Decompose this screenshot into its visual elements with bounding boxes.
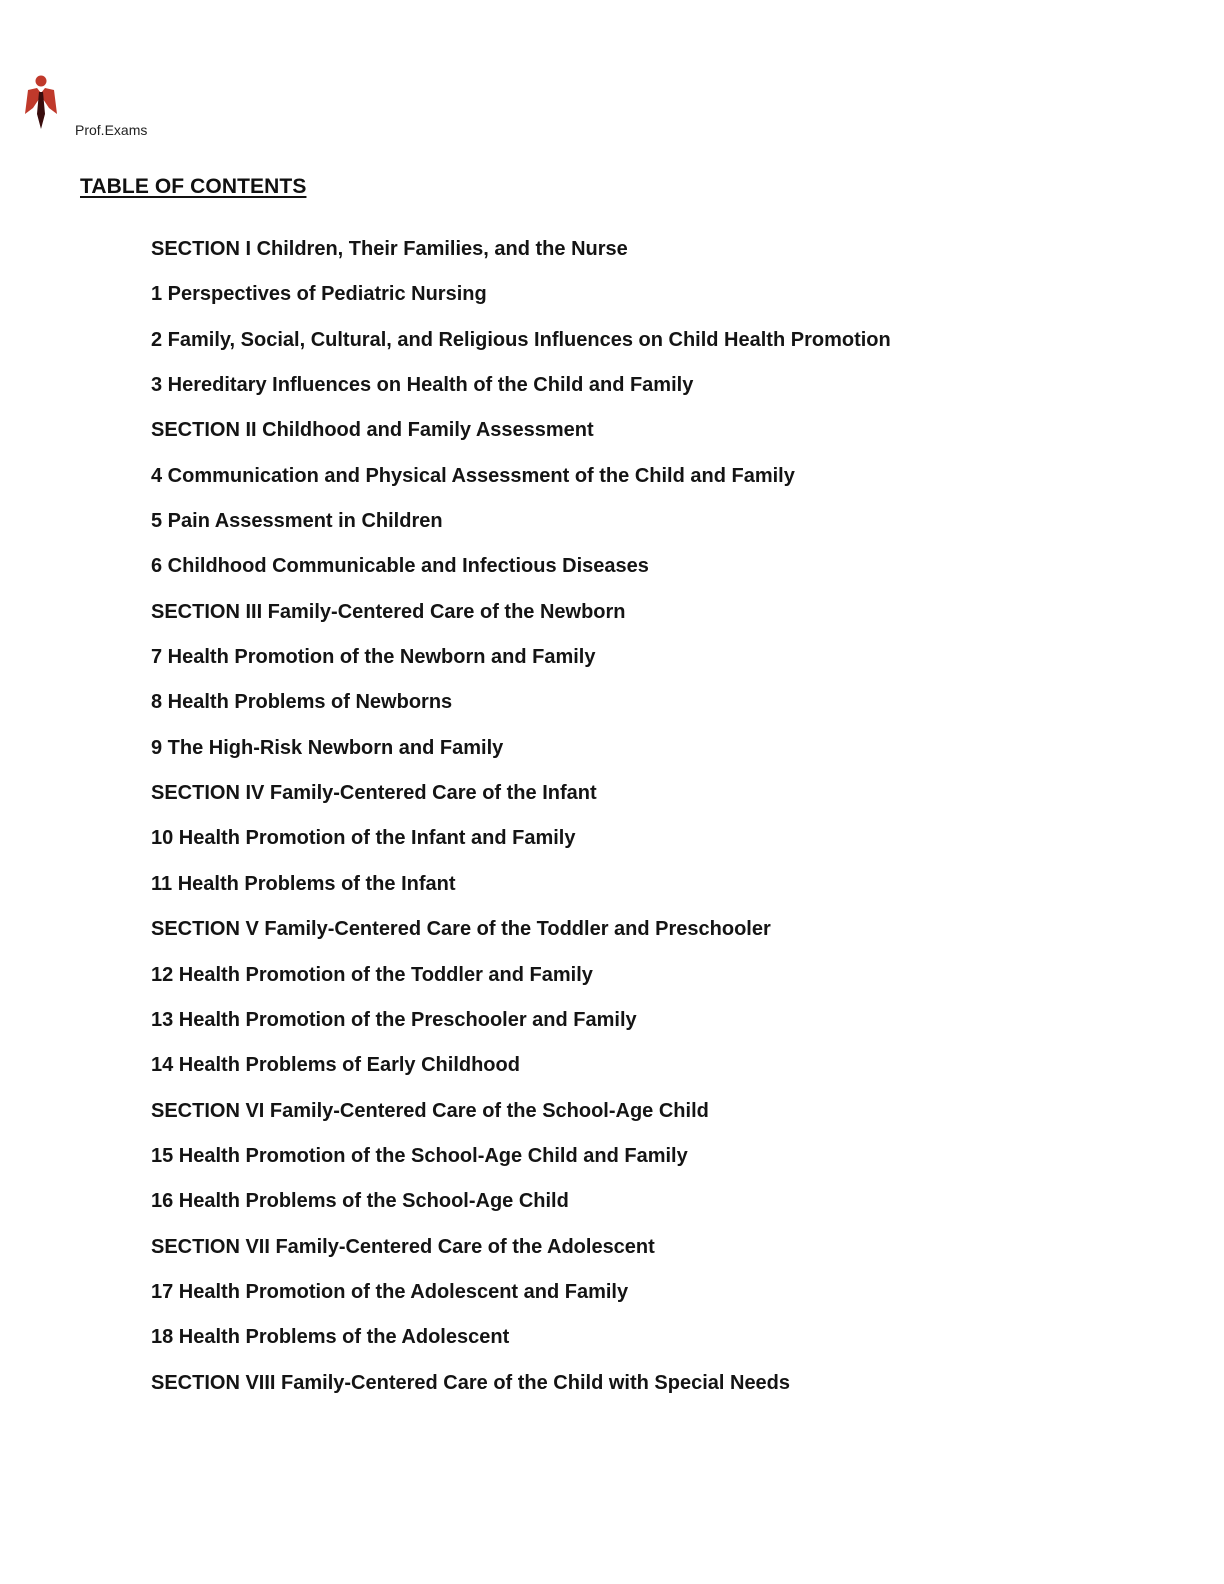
toc-section-viii: SECTION VIII Family-Centered Care of the Child with Special Needs (151, 1371, 791, 1394)
toc-chapter-7: 7 Health Promotion of the Newborn and Family (151, 646, 596, 669)
toc-section-iii: SECTION III Family-Centered Care of the Newborn (151, 600, 626, 623)
toc-heading: TABLE OF CONTENTS (80, 175, 307, 198)
toc-chapter-10: 10 Health Promotion of the Infant and Family (151, 827, 576, 850)
toc-section-i: SECTION I Children, Their Families, and the Nurse (151, 238, 628, 260)
toc-section-iv: SECTION IV Family-Centered Care of the Infant (151, 782, 597, 805)
toc-chapter-1: 1 Perspectives of Pediatric Nursing (151, 283, 487, 306)
prof-exams-logo-icon (24, 74, 58, 132)
toc-chapter-16: 16 Health Problems of the School-Age Child (151, 1190, 569, 1213)
toc-section-v: SECTION V Family-Centered Care of the Toddler and Preschooler (151, 918, 771, 941)
toc-chapter-18: 18 Health Problems of the Adolescent (151, 1326, 510, 1349)
brand-name: Prof.Exams (75, 122, 148, 138)
toc-chapter-2: 2 Family, Social, Cultural, and Religious Influences on Child Health Promotion (151, 328, 891, 351)
toc-section-vii: SECTION VII Family-Centered Care of the Adolescent (151, 1235, 655, 1258)
toc-section-ii: SECTION II Childhood and Family Assessment (151, 419, 594, 442)
toc-section-vi: SECTION VI Family-Centered Care of the School-Age Child (151, 1099, 709, 1122)
toc-chapter-8: 8 Health Problems of Newborns (151, 691, 453, 714)
toc-list (151, 234, 891, 1413)
toc-chapter-13: 13 Health Promotion of the Preschooler and Family (151, 1008, 637, 1031)
toc-chapter-12: 12 Health Promotion of the Toddler and Family (151, 963, 593, 986)
toc-chapter-4: 4 Communication and Physical Assessment of the Child and Family (151, 464, 795, 487)
toc-chapter-11: 11 Health Problems of the Infant (151, 872, 456, 895)
toc-chapter-3: 3 Hereditary Influences on Health of the Child and Family (151, 374, 694, 397)
toc-chapter-15: 15 Health Promotion of the School-Age Child and Family (151, 1144, 688, 1167)
toc-chapter-17: 17 Health Promotion of the Adolescent and Family (151, 1280, 629, 1303)
toc-chapter-6: 6 Childhood Communicable and Infectious Diseases (151, 555, 649, 578)
toc-chapter-5: 5 Pain Assessment in Children (151, 510, 443, 533)
toc-chapter-14: 14 Health Problems of Early Childhood (151, 1054, 520, 1077)
toc-chapter-9: 9 The High-Risk Newborn and Family (151, 736, 504, 759)
